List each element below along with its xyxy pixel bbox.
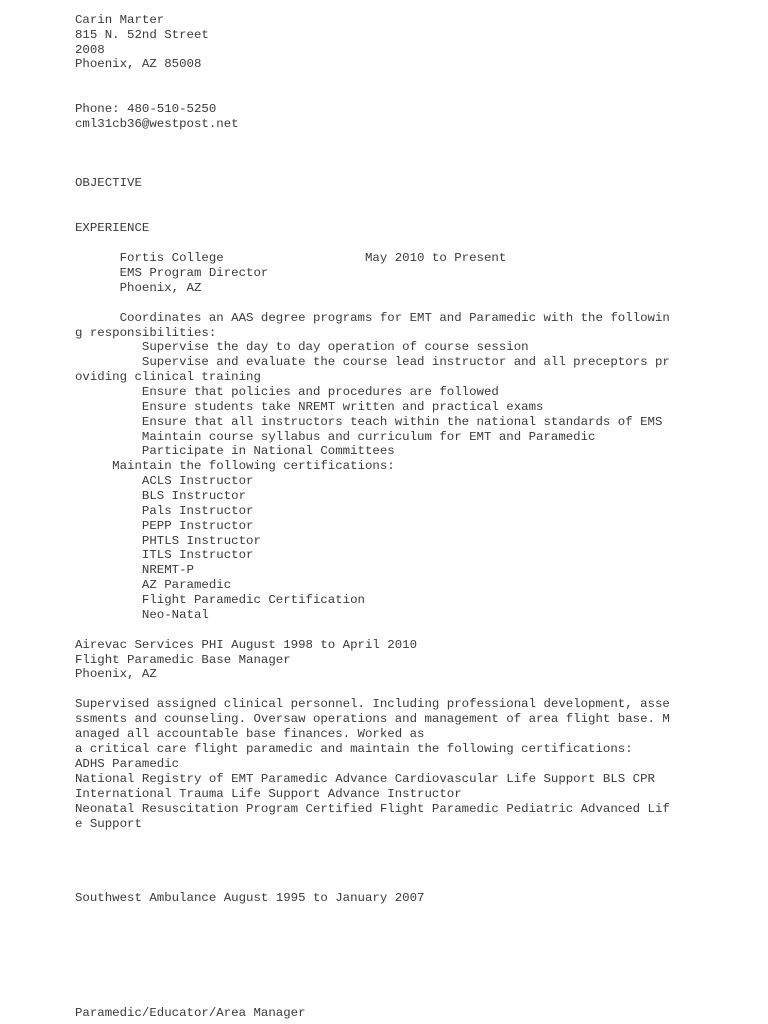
job1-certification: Pals Instructor bbox=[75, 504, 254, 518]
contact-phone: Phone: 480-510-5250 bbox=[75, 102, 217, 116]
experience-heading: EXPERIENCE bbox=[75, 221, 150, 235]
contact-name: Carin Marter bbox=[75, 13, 165, 27]
job2-title: Flight Paramedic Base Manager bbox=[75, 653, 291, 667]
job1-responsibility: Maintain course syllabus and curriculum for EMT and Paramedic bbox=[75, 430, 596, 444]
job3-employer: Southwest Ambulance August 1995 to January 2007 bbox=[75, 891, 425, 905]
job1-certification: PEPP Instructor bbox=[75, 519, 254, 533]
contact-street: 815 N. 52nd Street bbox=[75, 28, 209, 42]
job1-certification: Neo-Natal bbox=[75, 608, 209, 622]
contact-city: Phoenix, AZ 85008 bbox=[75, 57, 202, 71]
job1-description: Coordinates an AAS degree programs for EMT and Paramedic with the followin bbox=[75, 311, 670, 325]
job1-certification: ITLS Instructor bbox=[75, 548, 254, 562]
job2-description: ADHS Paramedic bbox=[75, 757, 180, 771]
job1-certification: PHTLS Instructor bbox=[75, 534, 261, 548]
job1-certification: AZ Paramedic bbox=[75, 578, 232, 592]
job2-employer: Airevac Services PHI August 1998 to April 2010 bbox=[75, 638, 418, 652]
job1-certification: BLS Instructor bbox=[75, 489, 247, 503]
job2-description: Supervised assigned clinical personnel. Including professional development, asse bbox=[75, 697, 670, 711]
contact-email: cml31cb36@westpost.net bbox=[75, 117, 239, 131]
job1-responsibility: oviding clinical training bbox=[75, 370, 261, 384]
job2-description: ssments and counseling. Oversaw operations and management of area flight base. M bbox=[75, 712, 670, 726]
job1-employer: Fortis College May 2010 to Present bbox=[75, 251, 507, 265]
contact-unit: 2008 bbox=[75, 43, 105, 57]
job2-location: Phoenix, AZ bbox=[75, 667, 157, 681]
job2-description: e Support bbox=[75, 817, 142, 831]
job2-description: anaged all accountable base finances. Worked as bbox=[75, 727, 425, 741]
job1-location: Phoenix, AZ bbox=[75, 281, 202, 295]
job1-responsibility: Participate in National Committees bbox=[75, 444, 395, 458]
job1-responsibility: Supervise the day to day operation of course session bbox=[75, 340, 529, 354]
job1-title: EMS Program Director bbox=[75, 266, 269, 280]
job1-certification: ACLS Instructor bbox=[75, 474, 254, 488]
job1-certification: Flight Paramedic Certification bbox=[75, 593, 365, 607]
job1-description: g responsibilities: bbox=[75, 326, 217, 340]
job1-responsibility: Ensure that policies and procedures are followed bbox=[75, 385, 499, 399]
objective-heading: OBJECTIVE bbox=[75, 176, 142, 190]
job2-description: a critical care flight paramedic and maintain the following certifications: bbox=[75, 742, 633, 756]
job2-description: Neonatal Resuscitation Program Certified Flight Paramedic Pediatric Advanced Lif bbox=[75, 802, 670, 816]
job1-responsibility: Ensure that all instructors teach within the national standards of EMS bbox=[75, 415, 663, 429]
job3-title: Paramedic/Educator/Area Manager bbox=[75, 1006, 306, 1020]
job1-certifications-intro: Maintain the following certifications: bbox=[75, 459, 395, 473]
job1-responsibility: Supervise and evaluate the course lead instructor and all preceptors pr bbox=[75, 355, 670, 369]
job1-responsibility: Ensure students take NREMT written and practical exams bbox=[75, 400, 544, 414]
job2-description: International Trauma Life Support Advance Instructor bbox=[75, 787, 462, 801]
job2-description: National Registry of EMT Paramedic Advance Cardiovascular Life Support BLS CPR bbox=[75, 772, 655, 786]
job1-certification: NREMT-P bbox=[75, 563, 194, 577]
